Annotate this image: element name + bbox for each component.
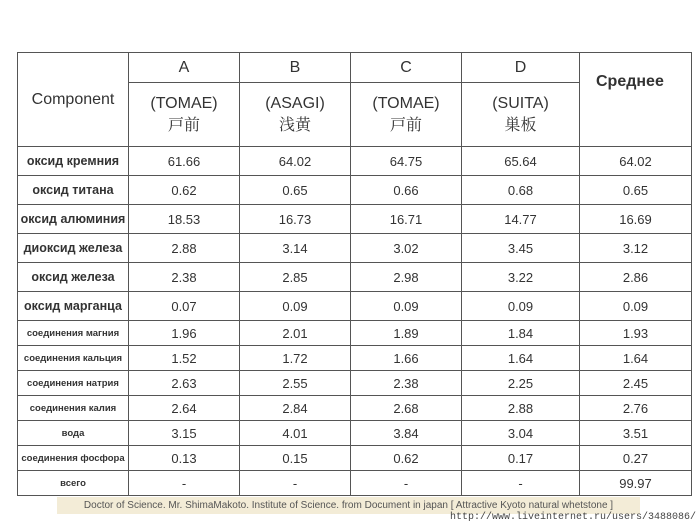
cell-d: 1.84 xyxy=(462,321,580,346)
cell-a: 0.07 xyxy=(129,292,240,321)
cell-a: 2.88 xyxy=(129,234,240,263)
column-name-a xyxy=(129,83,240,147)
cell-a: 61.66 xyxy=(129,147,240,176)
cell-b: 0.65 xyxy=(240,176,351,205)
column-kanji: 戸前 xyxy=(389,116,422,134)
cell-average: 2.86 xyxy=(580,263,692,292)
cell-b: 3.14 xyxy=(240,234,351,263)
cell-c: 2.38 xyxy=(351,371,462,396)
row-label: оксид марганца xyxy=(18,292,129,321)
source-caption: Doctor of Science. Mr. ShimaMakoto. Institute of Science. from Document in japan [ Attractive Kyoto natural whetstone ] xyxy=(57,497,640,514)
cell-b: 16.73 xyxy=(240,205,351,234)
cell-d: 14.77 xyxy=(462,205,580,234)
cell-c: - xyxy=(351,471,462,496)
cell-c: 2.98 xyxy=(351,263,462,292)
table-row xyxy=(18,346,692,371)
cell-average: 1.93 xyxy=(580,321,692,346)
table-row xyxy=(18,421,692,446)
cell-a: 1.96 xyxy=(129,321,240,346)
average-header: Среднее xyxy=(580,53,692,147)
cell-a: 0.62 xyxy=(129,176,240,205)
cell-b: 2.85 xyxy=(240,263,351,292)
cell-b: 0.15 xyxy=(240,446,351,471)
column-kanji: 浅黄 xyxy=(278,116,311,134)
cell-d: 2.25 xyxy=(462,371,580,396)
cell-d: 0.17 xyxy=(462,446,580,471)
header-row-letters xyxy=(18,53,692,83)
column-letter-a: A xyxy=(129,53,240,83)
cell-d: 3.04 xyxy=(462,421,580,446)
row-label: соединения натрия xyxy=(18,371,129,396)
cell-c: 3.02 xyxy=(351,234,462,263)
cell-average: 16.69 xyxy=(580,205,692,234)
cell-b: 2.84 xyxy=(240,396,351,421)
cell-c: 0.09 xyxy=(351,292,462,321)
table-row xyxy=(18,396,692,421)
cell-a: 2.38 xyxy=(129,263,240,292)
cell-average: 99.97 xyxy=(580,471,692,496)
cell-average: 2.76 xyxy=(580,396,692,421)
component-header: Component xyxy=(18,53,129,147)
row-label: вода xyxy=(18,421,129,446)
row-label: соединения калия xyxy=(18,396,129,421)
cell-average: 0.27 xyxy=(580,446,692,471)
table-row xyxy=(18,176,692,205)
cell-a: 0.13 xyxy=(129,446,240,471)
column-code: (TOMAE) xyxy=(150,94,218,112)
cell-b: 2.55 xyxy=(240,371,351,396)
table-row xyxy=(18,205,692,234)
column-name-b xyxy=(240,83,351,147)
watermark-url: http://www.liveinternet.ru/users/3488086/ xyxy=(449,512,696,523)
cell-d: 0.68 xyxy=(462,176,580,205)
cell-b: 0.09 xyxy=(240,292,351,321)
cell-b: 2.01 xyxy=(240,321,351,346)
row-label: оксид железа xyxy=(18,263,129,292)
row-label: оксид кремния xyxy=(18,147,129,176)
column-code: (ASAGI) xyxy=(265,94,325,112)
table-row xyxy=(18,371,692,396)
cell-c: 1.89 xyxy=(351,321,462,346)
cell-d: 0.09 xyxy=(462,292,580,321)
cell-average: 0.65 xyxy=(580,176,692,205)
cell-d: - xyxy=(462,471,580,496)
cell-b: 64.02 xyxy=(240,147,351,176)
cell-a: - xyxy=(129,471,240,496)
cell-average: 2.45 xyxy=(580,371,692,396)
table-row xyxy=(18,263,692,292)
cell-d: 2.88 xyxy=(462,396,580,421)
row-label: соединения фосфора xyxy=(18,446,129,471)
column-letter-b: B xyxy=(240,53,351,83)
row-label: соединения кальция xyxy=(18,346,129,371)
cell-average: 0.09 xyxy=(580,292,692,321)
row-label: оксид титана xyxy=(18,176,129,205)
cell-a: 3.15 xyxy=(129,421,240,446)
cell-average: 3.51 xyxy=(580,421,692,446)
table-row xyxy=(18,292,692,321)
cell-a: 18.53 xyxy=(129,205,240,234)
cell-c: 2.68 xyxy=(351,396,462,421)
cell-c: 0.62 xyxy=(351,446,462,471)
table-row xyxy=(18,234,692,263)
cell-a: 1.52 xyxy=(129,346,240,371)
cell-a: 2.63 xyxy=(129,371,240,396)
cell-b: - xyxy=(240,471,351,496)
row-label: всего xyxy=(18,471,129,496)
cell-c: 0.66 xyxy=(351,176,462,205)
cell-b: 4.01 xyxy=(240,421,351,446)
table-row xyxy=(18,321,692,346)
composition-table xyxy=(17,52,692,496)
table-row-total xyxy=(18,471,692,496)
column-letter-c: C xyxy=(351,53,462,83)
column-kanji: 巣板 xyxy=(504,116,537,134)
cell-d: 3.45 xyxy=(462,234,580,263)
cell-d: 3.22 xyxy=(462,263,580,292)
cell-d: 65.64 xyxy=(462,147,580,176)
table-row xyxy=(18,446,692,471)
cell-b: 1.72 xyxy=(240,346,351,371)
cell-d: 1.64 xyxy=(462,346,580,371)
column-name-c xyxy=(351,83,462,147)
cell-c: 64.75 xyxy=(351,147,462,176)
table-row xyxy=(18,147,692,176)
column-kanji: 戸前 xyxy=(167,116,200,134)
cell-average: 64.02 xyxy=(580,147,692,176)
cell-a: 2.64 xyxy=(129,396,240,421)
row-label: соединения магния xyxy=(18,321,129,346)
cell-average: 3.12 xyxy=(580,234,692,263)
cell-c: 16.71 xyxy=(351,205,462,234)
row-label: диоксид железа xyxy=(18,234,129,263)
column-name-d xyxy=(462,83,580,147)
row-label: оксид алюминия xyxy=(18,205,129,234)
cell-average: 1.64 xyxy=(580,346,692,371)
column-code: (TOMAE) xyxy=(372,94,440,112)
column-letter-d: D xyxy=(462,53,580,83)
cell-c: 1.66 xyxy=(351,346,462,371)
cell-c: 3.84 xyxy=(351,421,462,446)
column-code: (SUITA) xyxy=(492,94,549,112)
